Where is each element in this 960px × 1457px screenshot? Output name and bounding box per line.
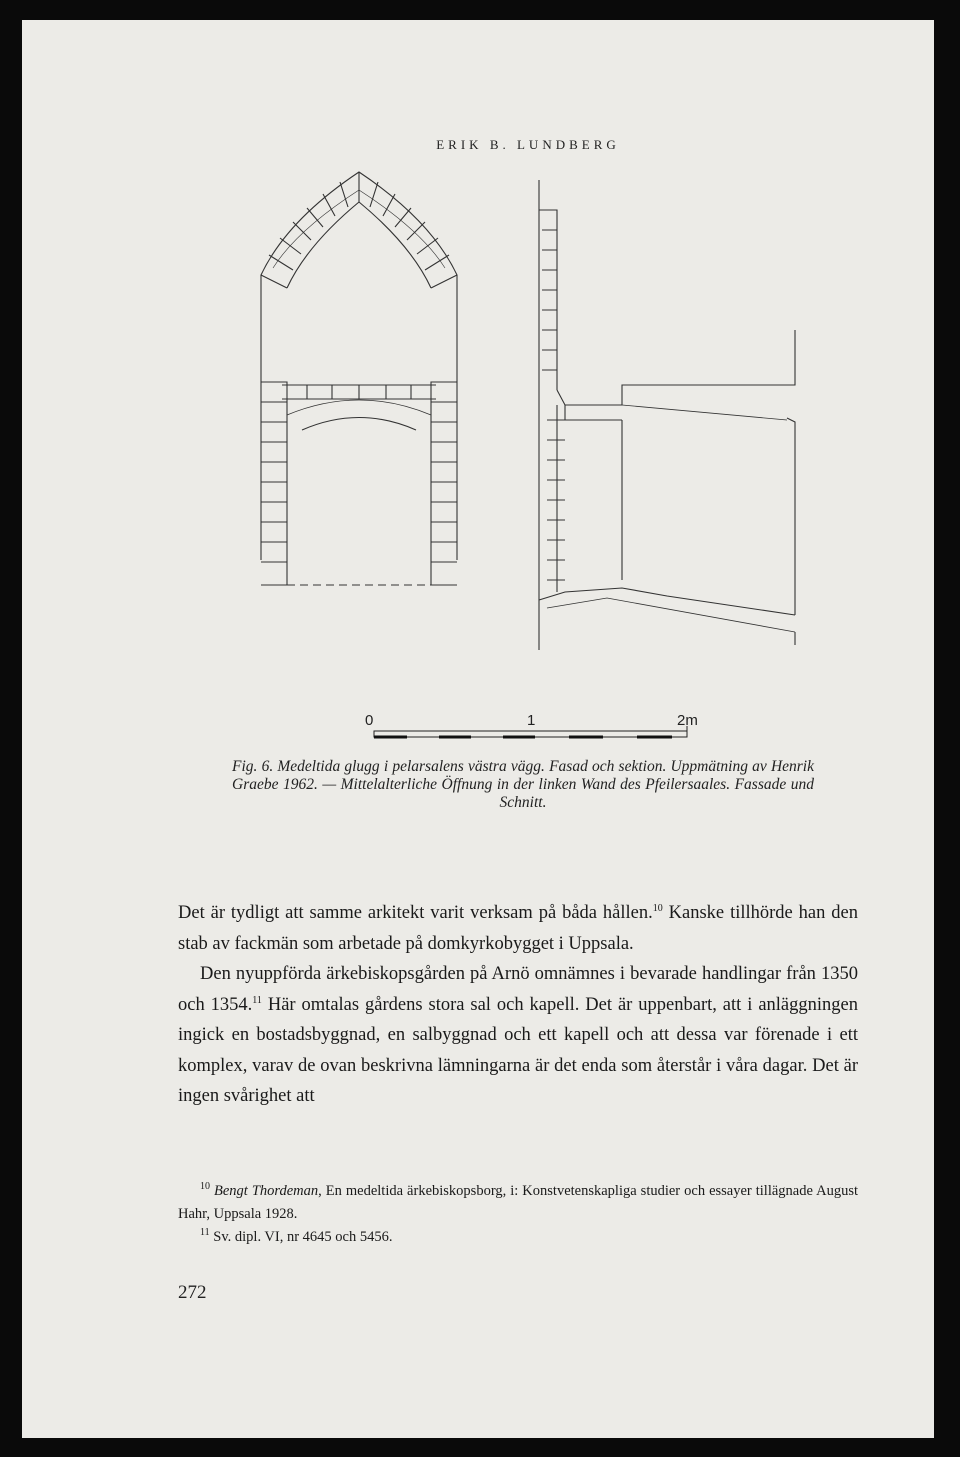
scale-bar	[365, 712, 698, 737]
architectural-drawing	[247, 160, 807, 750]
running-header: ERIK B. LUNDBERG	[436, 137, 620, 152]
wall-section	[539, 180, 795, 650]
footnote: $^{10}$ Bengt Thordeman, En medeltida ärkebiskopsborg, i: Konstvetenskapliga studier och essayer tillägnade August Hahr, Uppsala 1928.	[178, 1181, 858, 1222]
paragraph: Den nyuppförda ärkebiskopsgården på Arnö omnämnes i bevarade handlingar från 1350 och 1354.11 Här omtalas gårdens stora sal och kapell. Det är uppenbart, att i anläggningen ingick en bostadsbyggnad, en salbyggnad och ett kapell och att dessa var förenade i ett komplex, varav de ovan beskrivna lämningarna är det enda som återstår i våra dagar. Det är ingen svårighet att	[178, 964, 858, 1106]
footnote-number: 10	[200, 1181, 210, 1193]
footnote-author: Bengt Thordeman	[214, 1183, 319, 1199]
book-page	[22, 20, 934, 1438]
page-number: 272	[178, 1282, 207, 1303]
scale-label-end: 2m	[677, 712, 698, 729]
scale-label-mid: 1	[527, 712, 536, 729]
footnote-ref: 10	[652, 902, 663, 914]
paragraph: Det är tydligt att samme arkitekt varit verksam på båda hållen.$^{10}$ Kanske tillhörde han den stab av fackmän som arbetade på domkyrkobygget i Uppsala.	[178, 902, 859, 954]
footnotes	[178, 1180, 858, 1249]
figure-caption: Fig. 6. Medeltida glugg i pelarsalens västra vägg. Fasad och sektion. Uppmätning av Henrik Graebe 1962. — Mittelalterliche Öffnung in der linken Wand des Pfeilersaales. Fassade und Schnitt.	[232, 758, 814, 811]
scale-label-start: 0	[365, 712, 374, 729]
window-facade	[261, 172, 457, 585]
footnote: $^{11}$ Sv. dipl. VI, nr 4645 och 5456.	[200, 1227, 393, 1245]
footnote-ref: 11	[252, 994, 262, 1006]
body-text	[178, 898, 858, 1112]
footnote-number: 11	[200, 1227, 210, 1239]
